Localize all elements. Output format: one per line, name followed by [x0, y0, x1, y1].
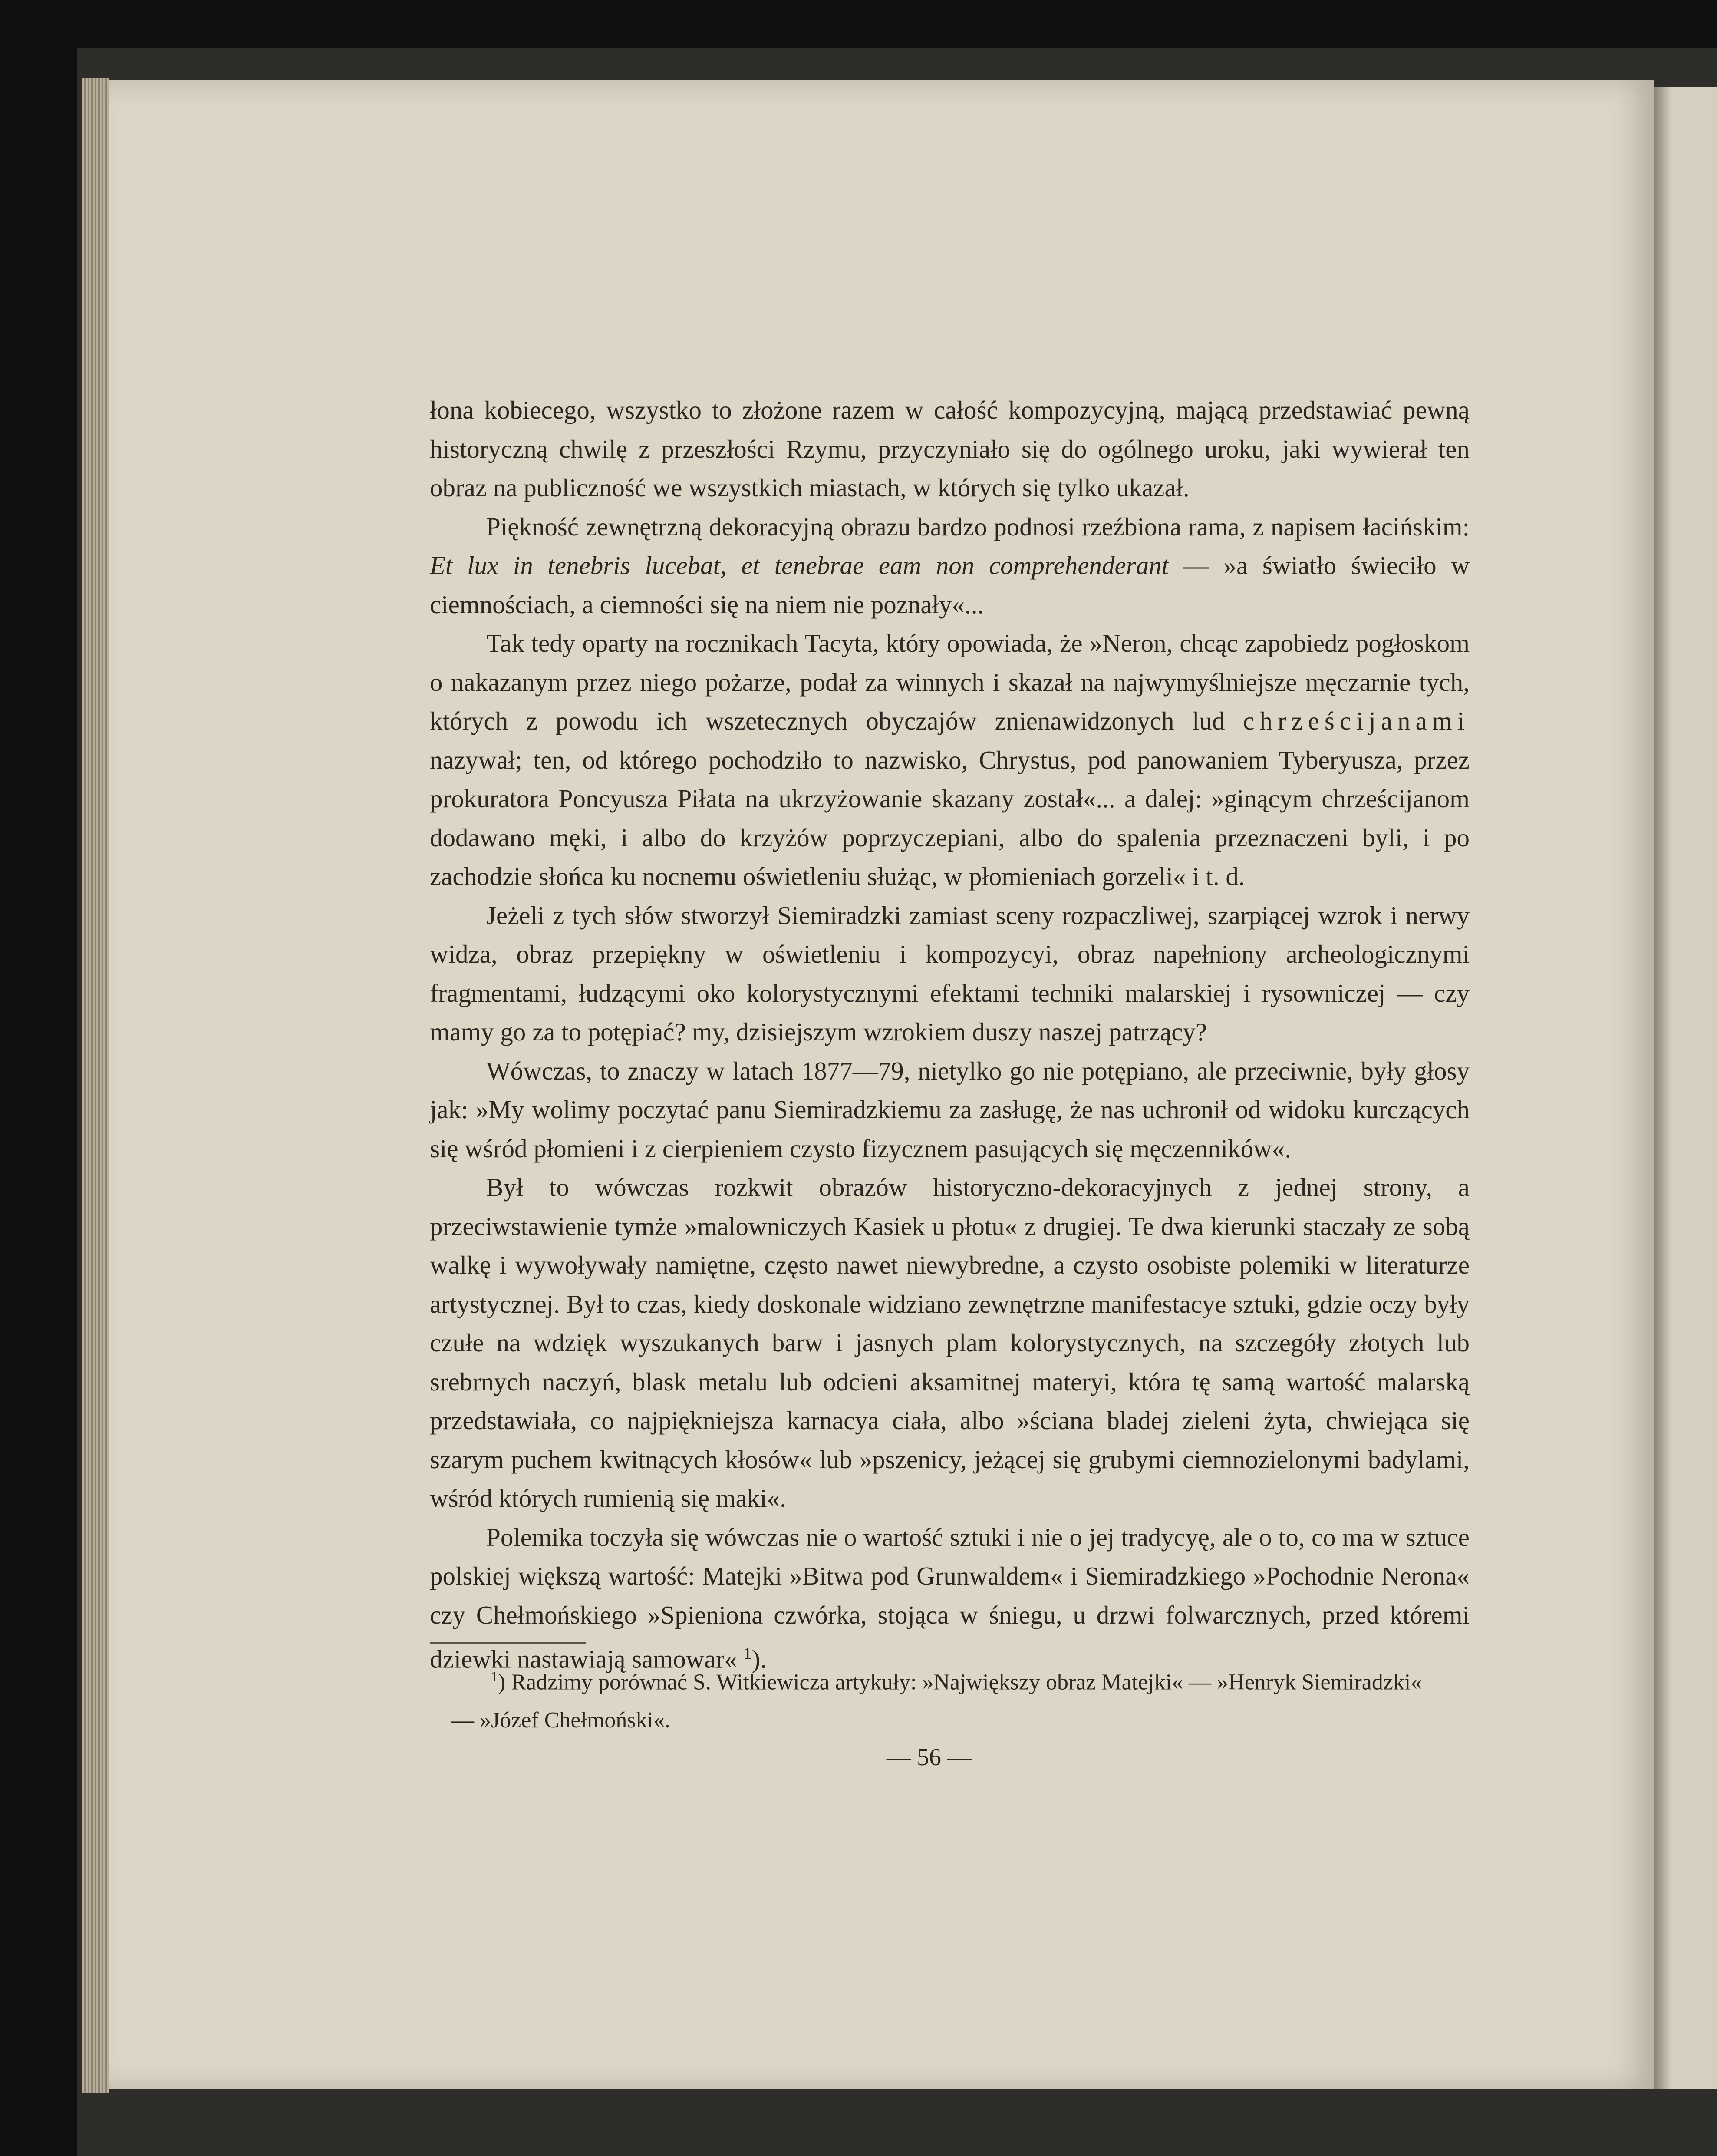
- text-segment: Et lux in tenebris lucebat, et tenebrae eam non comprehenderant: [430, 551, 1169, 580]
- paragraph: [430, 1168, 1470, 1518]
- text-segment: łona kobiecego, wszystko to złożone razem w całość kompozycyjną, mającą przedstawiać pewną historyczną chwilę z przeszłości Rzymu, przyczyniało się do ogólnego uroku, jaki wywierał ten obraz na publiczność we wszystkich miastach, w których się tylko ukazał.: [430, 396, 1470, 502]
- text-segment: nazywał; ten, od którego pochodziło to nazwisko, Chrystus, pod panowaniem Tyberyusza, przez prokuratora Poncyusza Piłata na ukrzyżowanie skazany został«... a dalej: »ginącym chrześcijanom dodawano męki, i albo do krzyżów poprzyczepiani, albo do spalenia przeznaczeni byli, i po zachodzie słońca ku nocnemu oświetleniu służąc, w płomieniach gorzeli« i t. d.: [430, 745, 1470, 891]
- text-segment: ).: [751, 1644, 767, 1674]
- page-number: — 56 —: [887, 1744, 972, 1771]
- text-segment: Polemika toczyła się wówczas nie o wartość sztuki i nie o jej tradycyę, ale o to, co ma w sztuce polskiej większą wartość: Matejki »Bitwa pod Grunwaldem« i Siemiradzkiego »Pochodnie Nerona« czy Chełmońskiego »Spieniona czwórka, stojąca w śniegu, u drzwi folwarcznych, przed któremi dziewki nastawiają samowar«: [430, 1522, 1470, 1674]
- footnote-rule: [430, 1642, 586, 1644]
- paragraph: [430, 1518, 1470, 1679]
- footnote-reference: 1: [743, 1644, 752, 1663]
- text-segment: Jeżeli z tych słów stworzył Siemiradzki zamiast sceny rozpaczliwej, szarpiącej wzrok i nerwy widza, obraz przepiękny w oświetleniu i kompozycyi, obraz napełniony archeologicznymi fragmentami, łudzącymi oko kolorystycznymi efektami techniki malarskiej i rysowniczej — czy mamy go za to potępiać? my, dzisiejszym wzrokiem duszy naszej patrzący?: [430, 901, 1470, 1046]
- text-segment: chrześcijanami: [1243, 707, 1470, 735]
- text-segment: Piękność zewnętrzną dekoracyjną obrazu bardzo podnosi rzeźbiona rama, z napisem łacińskim:: [486, 512, 1470, 541]
- text-segment: — »a światło świeciło w ciemnościach, a ciemności się na niem nie poznały«...: [430, 551, 1470, 619]
- footnote-marker: 1: [491, 1669, 498, 1685]
- body-text: [430, 391, 1470, 1679]
- facing-page-edge: [1654, 87, 1717, 2089]
- footnote-text: [451, 1658, 1450, 1740]
- text-segment: Wówczas, to znaczy w latach 1877—79, nietylko go nie potępiano, ale przeciwnie, były głosy jak: »My wolimy poczytać panu Siemiradzkiemu za zasługę, że nas uchronił od widoku kurczących się wśród płomieni i z cierpieniem czysto fizycznem pasujących się męczenników«.: [430, 1056, 1470, 1163]
- paragraph: [430, 508, 1470, 624]
- page-edges: [82, 78, 109, 2093]
- text-segment: Tak tedy oparty na rocznikach Tacyta, który opowiada, że »Neron, chcąc zapobiedz pogłoskom o nakazanym przez niego pożarze, podał za winnych i skazał na najwymyślniejsze męczarnie tych, których z powodu ich wszetecznych obyczajów znienawidzonych lud: [430, 629, 1470, 735]
- footnote: [451, 1658, 1450, 1740]
- paragraph: [430, 391, 1470, 508]
- paragraph: [430, 624, 1470, 896]
- footnote-body: ) Radzimy porównać S. Witkiewicza artykuły: »Największy obraz Matejki« — »Henryk Siemiradzki« — »Józef Chełmoński«.: [451, 1670, 1422, 1733]
- text-segment: Był to wówczas rozkwit obrazów historyczno-dekoracyjnych z jednej strony, a przeciwstawienie tymże »malowniczych Kasiek u płotu« z drugiej. Te dwa kierunki staczały ze sobą walkę i wywoływały namiętne, często nawet niewybredne, a czysto osobiste polemiki w literaturze artystycznej. Był to czas, kiedy doskonale widziano zewnętrzne manifestacye sztuki, gdzie oczy były czułe na wdzięk wyszukanych barw i jasnych plam kolorystycznych, na szczegóły złotych lub srebrnych naczyń, blask metalu lub odcieni aksamitnej materyi, która tę samą wartość malarską przedstawiała, co najpiękniejsza karnacya ciała, albo »ściana bladej zieleni żyta, chwiejąca się szarym puchem kwitnących kłosów« lub »pszenicy, jeżącej się grubymi ciemnozielonymi badylami, wśród których rumienią się maki«.: [430, 1173, 1470, 1512]
- paragraph: [430, 1052, 1470, 1169]
- paragraph: [430, 896, 1470, 1052]
